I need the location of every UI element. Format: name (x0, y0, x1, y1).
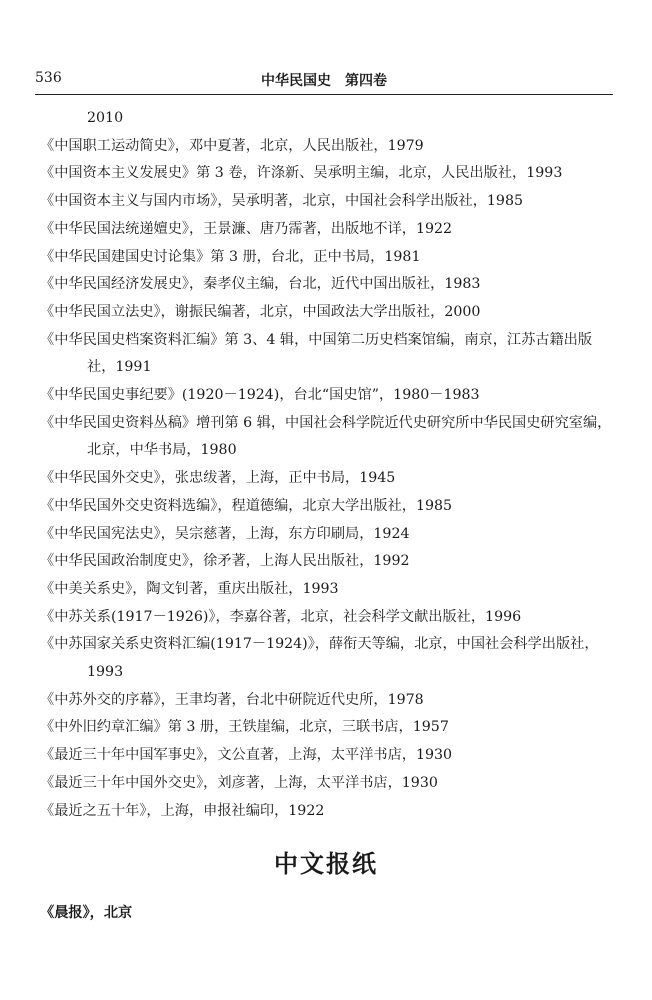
bibliography-entry: 《中华民国外交史资料选编》，程道德编，北京大学出版社，1985 (40, 497, 453, 514)
bibliography-entry: 《中苏外交的序幕》，王聿均著，台北中研院近代史所，1978 (40, 691, 424, 708)
bibliography-entry: 2010 (87, 110, 124, 126)
bibliography-entry: 《中国资本主义发展史》第 3 卷，许涤新、吴承明主编，北京，人民出版社，1993 (40, 165, 563, 182)
bibliography-entry: 《中华民国史事纪要》(1920－1924)，台北“国史馆”，1980－1983 (40, 387, 480, 404)
bibliography-entry: 《中华民国宪法史》，吴宗慈著，上海，东方印刷局，1924 (40, 525, 410, 542)
section-heading: 中文报纸 (274, 849, 378, 878)
bibliography-entry: 《中华民国史档案资料汇编》第 3、4 辑，中国第二历史档案馆编，南京，江苏古籍出版社，1991 (40, 331, 593, 376)
page-number: 536 (35, 70, 62, 86)
bibliography-entry: 《中苏关系(1917－1926)》，李嘉谷著，北京，社会科学文献出版社，1996 (40, 608, 522, 625)
running-title: 中华民国史 第四卷 (261, 73, 387, 89)
bibliography-entry: 《最近三十年中国外交史》，刘彦著，上海，太平洋书店，1930 (40, 774, 438, 791)
bibliography-entry: 《中美关系史》，陶文钊著，重庆出版社，1993 (40, 580, 339, 597)
bibliography-entry: 《中华民国法统递嬗史》，王景濂、唐乃霈著，出版地不详，1922 (40, 220, 453, 237)
bibliography-entry: 《最近之五十年》，上海，申报社编印，1922 (40, 802, 325, 819)
newspaper-entry: 《晨报》，北京 (40, 905, 133, 921)
bibliography-entry: 《中外旧约章汇编》第 3 册，王铁崖编，北京，三联书店，1957 (40, 719, 449, 736)
bibliography-entry: 《中华民国经济发展史》，秦孝仪主编，台北，近代中国出版社，1983 (40, 276, 481, 293)
bibliography-entry: 《中华民国政治制度史》，徐矛著，上海人民出版社，1992 (40, 553, 410, 570)
bibliography-entry: 《中华民国立法史》，谢振民编著，北京，中国政法大学出版社，2000 (40, 303, 481, 320)
bibliography-entry: 《中国资本主义与国内市场》，吴承明著，北京，中国社会科学出版社，1985 (40, 193, 524, 210)
bibliography-entry: 《中华民国建国史讨论集》第 3 册，台北，正中书局，1981 (40, 248, 421, 265)
bibliography-list (40, 105, 615, 825)
bibliography-entry: 《中华民国史资料丛稿》增刊第 6 辑，中国社会科学院近代史研究所中华民国史研究室编，北京，中华书局，1980 (40, 414, 612, 459)
bibliography-entry: 《中国职工运动简史》，邓中夏著，北京，人民出版社，1979 (40, 137, 424, 154)
bibliography-entry: 《最近三十年中国军事史》，文公直著，上海，太平洋书店，1930 (40, 747, 453, 764)
header-rule (35, 94, 613, 95)
page-header (35, 70, 613, 94)
bibliography-entry: 《中华民国外交史》，张忠绂著，上海，正中书局，1945 (40, 470, 396, 487)
bibliography-entry: 《中苏国家关系史资料汇编(1917－1924)》，薛衔天等编，北京，中国社会科学出版社，1993 (40, 636, 599, 681)
